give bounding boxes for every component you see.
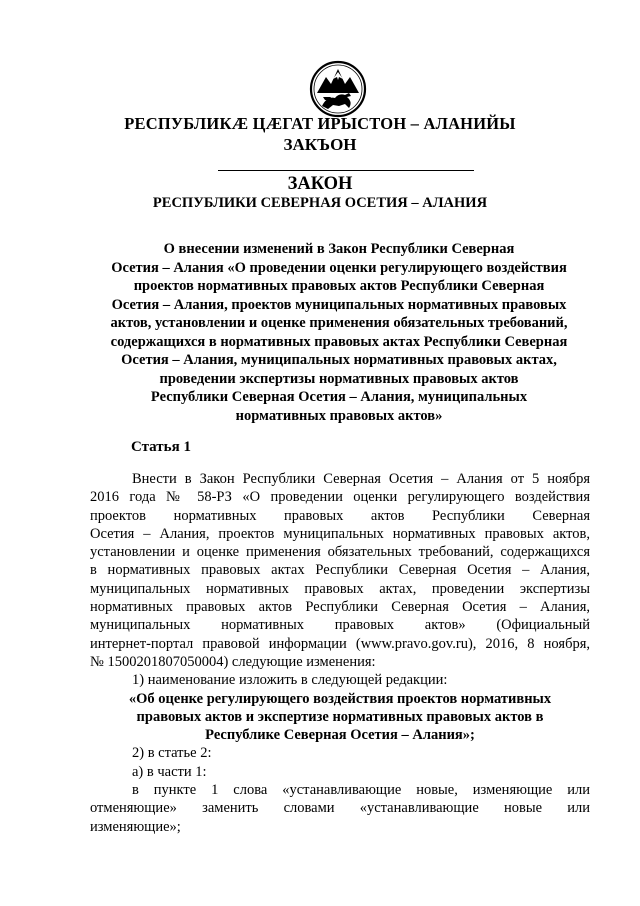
title-line: проектов нормативных правовых актов Республики Северная bbox=[133, 278, 545, 294]
title-line: Осетия – Алания «О проведении оценки регулирующего воздействия bbox=[111, 259, 567, 276]
republic-name-russian: РЕСПУБЛИКИ СЕВЕРНАЯ ОСЕТИЯ – АЛАНИЯ bbox=[152, 195, 488, 211]
paragraph-line: проектов нормативных правовых актов Республики Северная bbox=[90, 507, 590, 524]
item-2: 2) в статье 2: bbox=[132, 745, 212, 762]
republic-name-ossetian: РЕСПУБЛИКӔ ЦӔГАТ ИРЫСТОН – АЛАНИЙЫ bbox=[124, 114, 516, 133]
paragraph-line: № 1500201807050004) следующие изменения: bbox=[90, 653, 376, 670]
header-divider bbox=[218, 170, 474, 171]
coat-of-arms-emblem bbox=[309, 60, 367, 118]
quoted-title-line: «Об оценке регулирующего воздействия проектов нормативных bbox=[128, 690, 552, 707]
paragraph-line: Внести в Закон Республики Северная Осетия – Алания от 5 ноября bbox=[132, 471, 590, 487]
title-line: О внесении изменений в Закон Республики Северная bbox=[163, 241, 515, 257]
paragraph-line: в нормативных правовых актах Республики Северная Осетия – Алания, bbox=[90, 562, 590, 579]
title-line: Осетия – Алания, проектов муниципальных нормативных правовых bbox=[111, 296, 567, 313]
clause-line: в пункте 1 слова «устанавливающие новые, изменяющие или bbox=[132, 782, 590, 799]
title-line: Республики Северная Осетия – Алания, муниципальных bbox=[150, 389, 528, 405]
law-label-russian: ЗАКОН bbox=[287, 174, 353, 194]
article-body bbox=[90, 470, 590, 836]
clause-line: отменяющие» заменить словами «устанавливающие новые или bbox=[90, 800, 590, 817]
paragraph-line: нормативных правовых актов Республики Северная Осетия – Алания, bbox=[90, 599, 590, 616]
quoted-title-line: правовых актов и экспертизе нормативных правовых актов в bbox=[136, 708, 544, 725]
title-line: актов, установлении и оценке применения обязательных требований, bbox=[110, 315, 568, 331]
item-2a: а) в части 1: bbox=[132, 763, 207, 780]
paragraph-line: интернет-портал правовой информации (www.pravo.gov.ru), 2016, 8 ноября, bbox=[90, 635, 590, 652]
paragraph-line: Осетия – Алания, проектов муниципальных нормативных правовых актов, bbox=[90, 525, 590, 542]
title-line: проведении экспертизы нормативных правовых актов bbox=[159, 370, 519, 387]
clause-line: изменяющие»; bbox=[90, 818, 181, 835]
paragraph-line: муниципальных нормативных правовых актах, проведении экспертизы bbox=[90, 580, 590, 597]
title-line: содержащихся в нормативных правовых актах Республики Северная bbox=[110, 333, 568, 350]
article-heading: Статья 1 bbox=[131, 439, 191, 455]
quoted-title-line: Республике Северная Осетия – Алания»; bbox=[205, 727, 475, 744]
paragraph-line: муниципальных нормативных правовых актов» (Официальный bbox=[90, 617, 590, 634]
law-label-ossetian: ЗАКЪОН bbox=[283, 135, 357, 154]
title-line: Осетия – Алания, муниципальных нормативных правовых актах, bbox=[121, 352, 557, 368]
item-1: 1) наименование изложить в следующей редакции: bbox=[132, 672, 448, 689]
law-title bbox=[86, 240, 592, 425]
paragraph-line: установлении и оценке применения обязательных требований, содержащихся bbox=[90, 544, 590, 561]
title-line: нормативных правовых актов» bbox=[235, 407, 443, 424]
paragraph-line: 2016 года № 58-РЗ «О проведении оценки регулирующего воздействия bbox=[90, 489, 590, 506]
